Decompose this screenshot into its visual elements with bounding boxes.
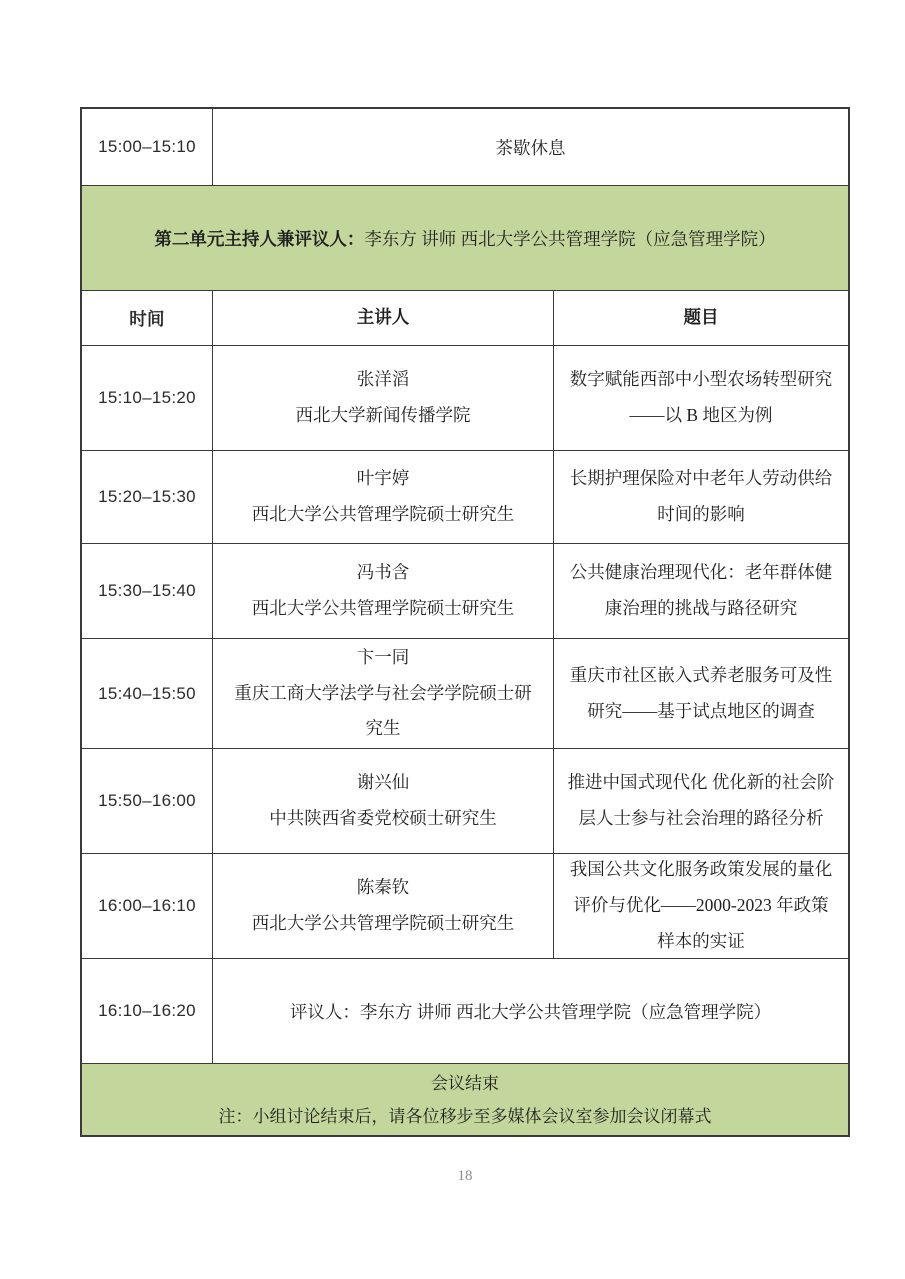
session-banner-text: [154, 226, 775, 251]
header-time: [82, 291, 213, 345]
header-topic-label: 题目: [683, 307, 719, 328]
session-banner-detail: 李东方 讲师 西北大学公共管理学院（应急管理学院）: [364, 228, 776, 249]
speaker-affiliation: 西北大学公共管理学院硕士研究生: [251, 598, 515, 618]
speaker-affiliation: 西北大学公共管理学院硕士研究生: [251, 504, 515, 524]
reviewer-row: [82, 959, 848, 1064]
table-row: [82, 639, 848, 749]
break-label: 茶歇休息: [495, 137, 566, 158]
table-row: [82, 854, 848, 959]
speaker-name: 张洋滔: [356, 369, 410, 390]
header-topic: [554, 291, 848, 345]
topic-text: 公共健康治理现代化：老年群体健康治理的挑战与路径研究: [569, 562, 833, 618]
page-number: 18: [457, 1168, 473, 1184]
topic-text: 数字赋能西部中小型农场转型研究——以 B 地区为例: [569, 369, 833, 425]
time-text: 16:10–16:20: [98, 1001, 196, 1020]
topic-cell: [554, 451, 848, 543]
speaker-cell: [213, 346, 554, 450]
speaker-affiliation: 中共陕西省委党校硕士研究生: [269, 808, 497, 828]
header-row: [82, 291, 848, 346]
table-row: [82, 544, 848, 639]
time-cell: [82, 346, 213, 450]
time-cell: [82, 749, 213, 853]
reviewer-text: 评议人：李东方 讲师 西北大学公共管理学院（应急管理学院）: [289, 1001, 772, 1022]
time-text: 15:10–15:20: [98, 388, 196, 407]
time-text: 15:50–16:00: [98, 791, 196, 810]
speaker-cell: [213, 544, 554, 638]
break-label-cell: [213, 109, 848, 185]
break-row: [82, 109, 848, 186]
closing-title: 会议结束: [431, 1073, 499, 1093]
header-time-label: 时间: [129, 308, 165, 329]
closing-note: 注：小组讨论结束后，请各位移步至多媒体会议室参加会议闭幕式: [218, 1106, 712, 1126]
speaker-name: 叶宇婷: [356, 468, 410, 489]
header-speaker: [213, 291, 554, 345]
time-text: 15:30–15:40: [98, 581, 196, 600]
closing-banner: [82, 1064, 848, 1135]
speaker-affiliation: 西北大学公共管理学院硕士研究生: [251, 913, 515, 933]
speaker-name: 冯书含: [356, 562, 410, 583]
topic-text: 推进中国式现代化 优化新的社会阶层人士参与社会治理的路径分析: [567, 772, 835, 828]
time-text: 15:20–15:30: [98, 487, 196, 506]
topic-cell: [554, 544, 848, 638]
time-text: 16:00–16:10: [98, 896, 196, 915]
speaker-cell: [213, 639, 554, 748]
table-row: [82, 346, 848, 451]
topic-cell: [554, 346, 848, 450]
topic-cell: [554, 749, 848, 853]
speaker-cell: [213, 854, 554, 958]
speaker-cell: [213, 451, 554, 543]
time-text: 15:40–15:50: [98, 683, 196, 703]
time-cell: [82, 451, 213, 543]
time-cell: [82, 959, 213, 1063]
speaker-name: 卞一同: [356, 646, 410, 667]
reviewer-cell: [213, 959, 848, 1063]
header-speaker-label: 主讲人: [356, 307, 410, 328]
speaker-name: 谢兴仙: [356, 772, 410, 793]
topic-text: 重庆市社区嵌入式养老服务可及性研究——基于试点地区的调查: [569, 664, 833, 721]
time-cell: [82, 544, 213, 638]
session-banner-lead: 第二单元主持人兼评议人：: [154, 228, 365, 249]
schedule-table: [80, 107, 850, 1137]
topic-cell: [554, 639, 848, 748]
time-cell: [82, 854, 213, 958]
speaker-name: 陈秦钦: [356, 877, 410, 898]
speaker-affiliation: 西北大学新闻传播学院: [295, 405, 471, 425]
speaker-affiliation: 重庆工商大学法学与社会学学院硕士研究生: [234, 682, 532, 739]
time-cell: [82, 639, 213, 748]
topic-cell: [554, 854, 848, 958]
time-cell: [82, 109, 213, 185]
time-text: 15:00–15:10: [98, 137, 196, 156]
speaker-cell: [213, 749, 554, 853]
table-row: [82, 749, 848, 854]
topic-text: 我国公共文化服务政策发展的量化评价与优化——2000-2023 年政策样本的实证: [569, 859, 833, 951]
topic-text: 长期护理保险对中老年人劳动供给时间的影响: [569, 468, 833, 524]
table-row: [82, 451, 848, 544]
session-banner: [82, 186, 848, 291]
